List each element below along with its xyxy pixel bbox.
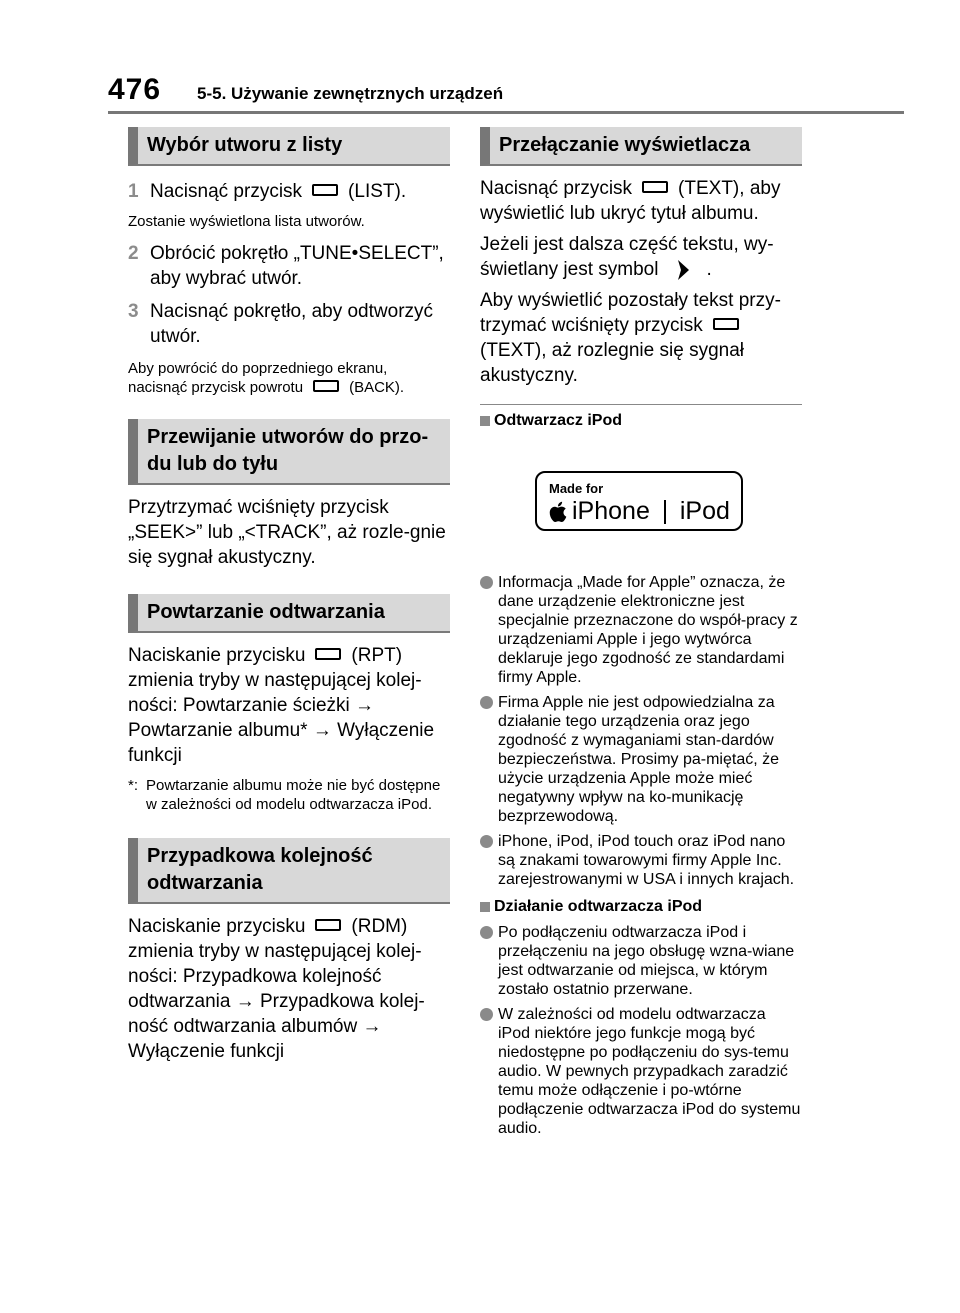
badge-separator	[664, 500, 666, 524]
section-heading-track-list: Wybór utworu z listy	[128, 127, 450, 166]
button-symbol	[315, 648, 341, 660]
seek-text: Przytrzymać wciśnięty przycisk „SEEK>” lub „<TRACK”, aż rozle-gnie się sygnał akustyczny.	[128, 497, 446, 568]
subheading-ipod: Odtwarzacz iPod	[480, 411, 802, 431]
button-symbol	[313, 380, 339, 392]
section-heading-display: Przełączanie wyświetlacza	[480, 127, 802, 166]
bullet-item: iPhone, iPod, iPod touch oraz iPod nano są znakami towarowymi firmy Apple Inc. zarejestrowanymi w USA i innych krajach.	[480, 832, 802, 889]
chapter-title: 5-5. Używanie zewnętrznych urządzeń	[197, 84, 504, 103]
footnote: *: Powtarzanie albumu może nie być dostępne w zależności od modelu odtwarzacza iPod.	[128, 777, 441, 813]
button-symbol	[315, 919, 341, 931]
bullet-item: W zależności od modelu odtwarzacza iPod niektóre jego funkcje mogą być niedostępne po podłączeniu do sys-temu audio. W pewnych przypadkach zaradzić temu może odłączenie i po-wtórne podłączenie odtwarzacza iPod do systemu audio.	[480, 1005, 802, 1138]
note-list-displayed: Zostanie wyświetlona lista utworów.	[128, 213, 365, 230]
bullet-item: Po podłączeniu odtwarzacza iPod i przełączeniu na jego obsługę wzna-wiane jest odtwarzanie od miejsca, w którym zostało ostatnio przerwane.	[480, 923, 802, 999]
page-number: 476	[108, 73, 162, 106]
bullet-item: Firma Apple nie jest odpowiedzialna za działanie tego urządzenia oraz jego zgodność z wymaganiami stan-dardów bezpieczeństwa. Prosimy pa-miętać, że użycie urządzenia Apple może mieć negatywny wpływ na ko-munikację bezprzewodową.	[480, 693, 802, 826]
section-heading-seek: Przewijanie utworów do przo-du lub do tyłu	[128, 419, 450, 485]
button-symbol	[642, 181, 668, 193]
circle-bullet-icon	[480, 1008, 493, 1021]
button-symbol	[713, 318, 739, 330]
repeat-text: Naciskanie przycisku (RPT) zmienia tryby w następującej kolej-ności: Powtarzanie ścieżki → Powtarzanie albumu* → Wyłączenie funkcji	[128, 645, 435, 766]
left-column	[128, 127, 450, 1064]
circle-bullet-icon	[480, 835, 493, 848]
more-text-icon	[676, 259, 690, 281]
circle-bullet-icon	[480, 576, 493, 589]
square-bullet-icon	[480, 902, 490, 912]
display-text-1: Nacisnąć przycisk (TEXT), aby wyświetlić lub ukryć tytuł albumu.	[480, 178, 781, 224]
header-rule	[108, 111, 904, 114]
right-column	[480, 127, 802, 1144]
circle-bullet-icon	[480, 696, 493, 709]
apple-logo-icon	[549, 500, 569, 524]
bullet-item: Informacja „Made for Apple” oznacza, że dane urządzenie elektroniczne jest specjalnie przeznaczone do współ-pracy z urządzeniami Apple i jego wytwórca deklaruje jego zgodność ze standardami firmy Apple.	[480, 573, 802, 687]
section-heading-random: Przypadkowa kolejność odtwarzania	[128, 838, 450, 904]
button-symbol	[312, 184, 338, 196]
note-back: Aby powrócić do poprzedniego ekranu, nacisnąć przycisk powrotu (BACK).	[128, 360, 405, 396]
random-text: Naciskanie przycisku (RDM) zmienia tryby w następującej kolej-ności: Przypadkowa kolejność odtwarzania → Przypadkowa kolej-ność odtwarzania albumów → Wyłączenie funkcji	[128, 916, 425, 1062]
step-2: 2 Obrócić pokrętło „TUNE•SELECT”, aby wybrać utwór.	[128, 243, 444, 289]
display-text-3: Aby wyświetlić pozostały tekst przy-trzymać wciśnięty przycisk(TEXT), aż rozlegnie się sygnał akustyczny.	[480, 290, 781, 386]
made-for-iphone-ipod-badge: Made for iPhone iPod	[535, 471, 743, 531]
section-heading-repeat: Powtarzanie odtwarzania	[128, 594, 450, 633]
step-1: 1 Nacisnąć przycisk (LIST).	[128, 181, 407, 202]
subheading-operation: Działanie odtwarzacza iPod	[480, 897, 802, 917]
display-text-2: Jeżeli jest dalsza część tekstu, wy-świetlany jest symbol .	[480, 234, 774, 280]
step-3: 3 Nacisnąć pokrętło, aby odtworzyć utwór.	[128, 301, 434, 347]
circle-bullet-icon	[480, 926, 493, 939]
page-header	[0, 0, 960, 120]
square-bullet-icon	[480, 416, 490, 426]
